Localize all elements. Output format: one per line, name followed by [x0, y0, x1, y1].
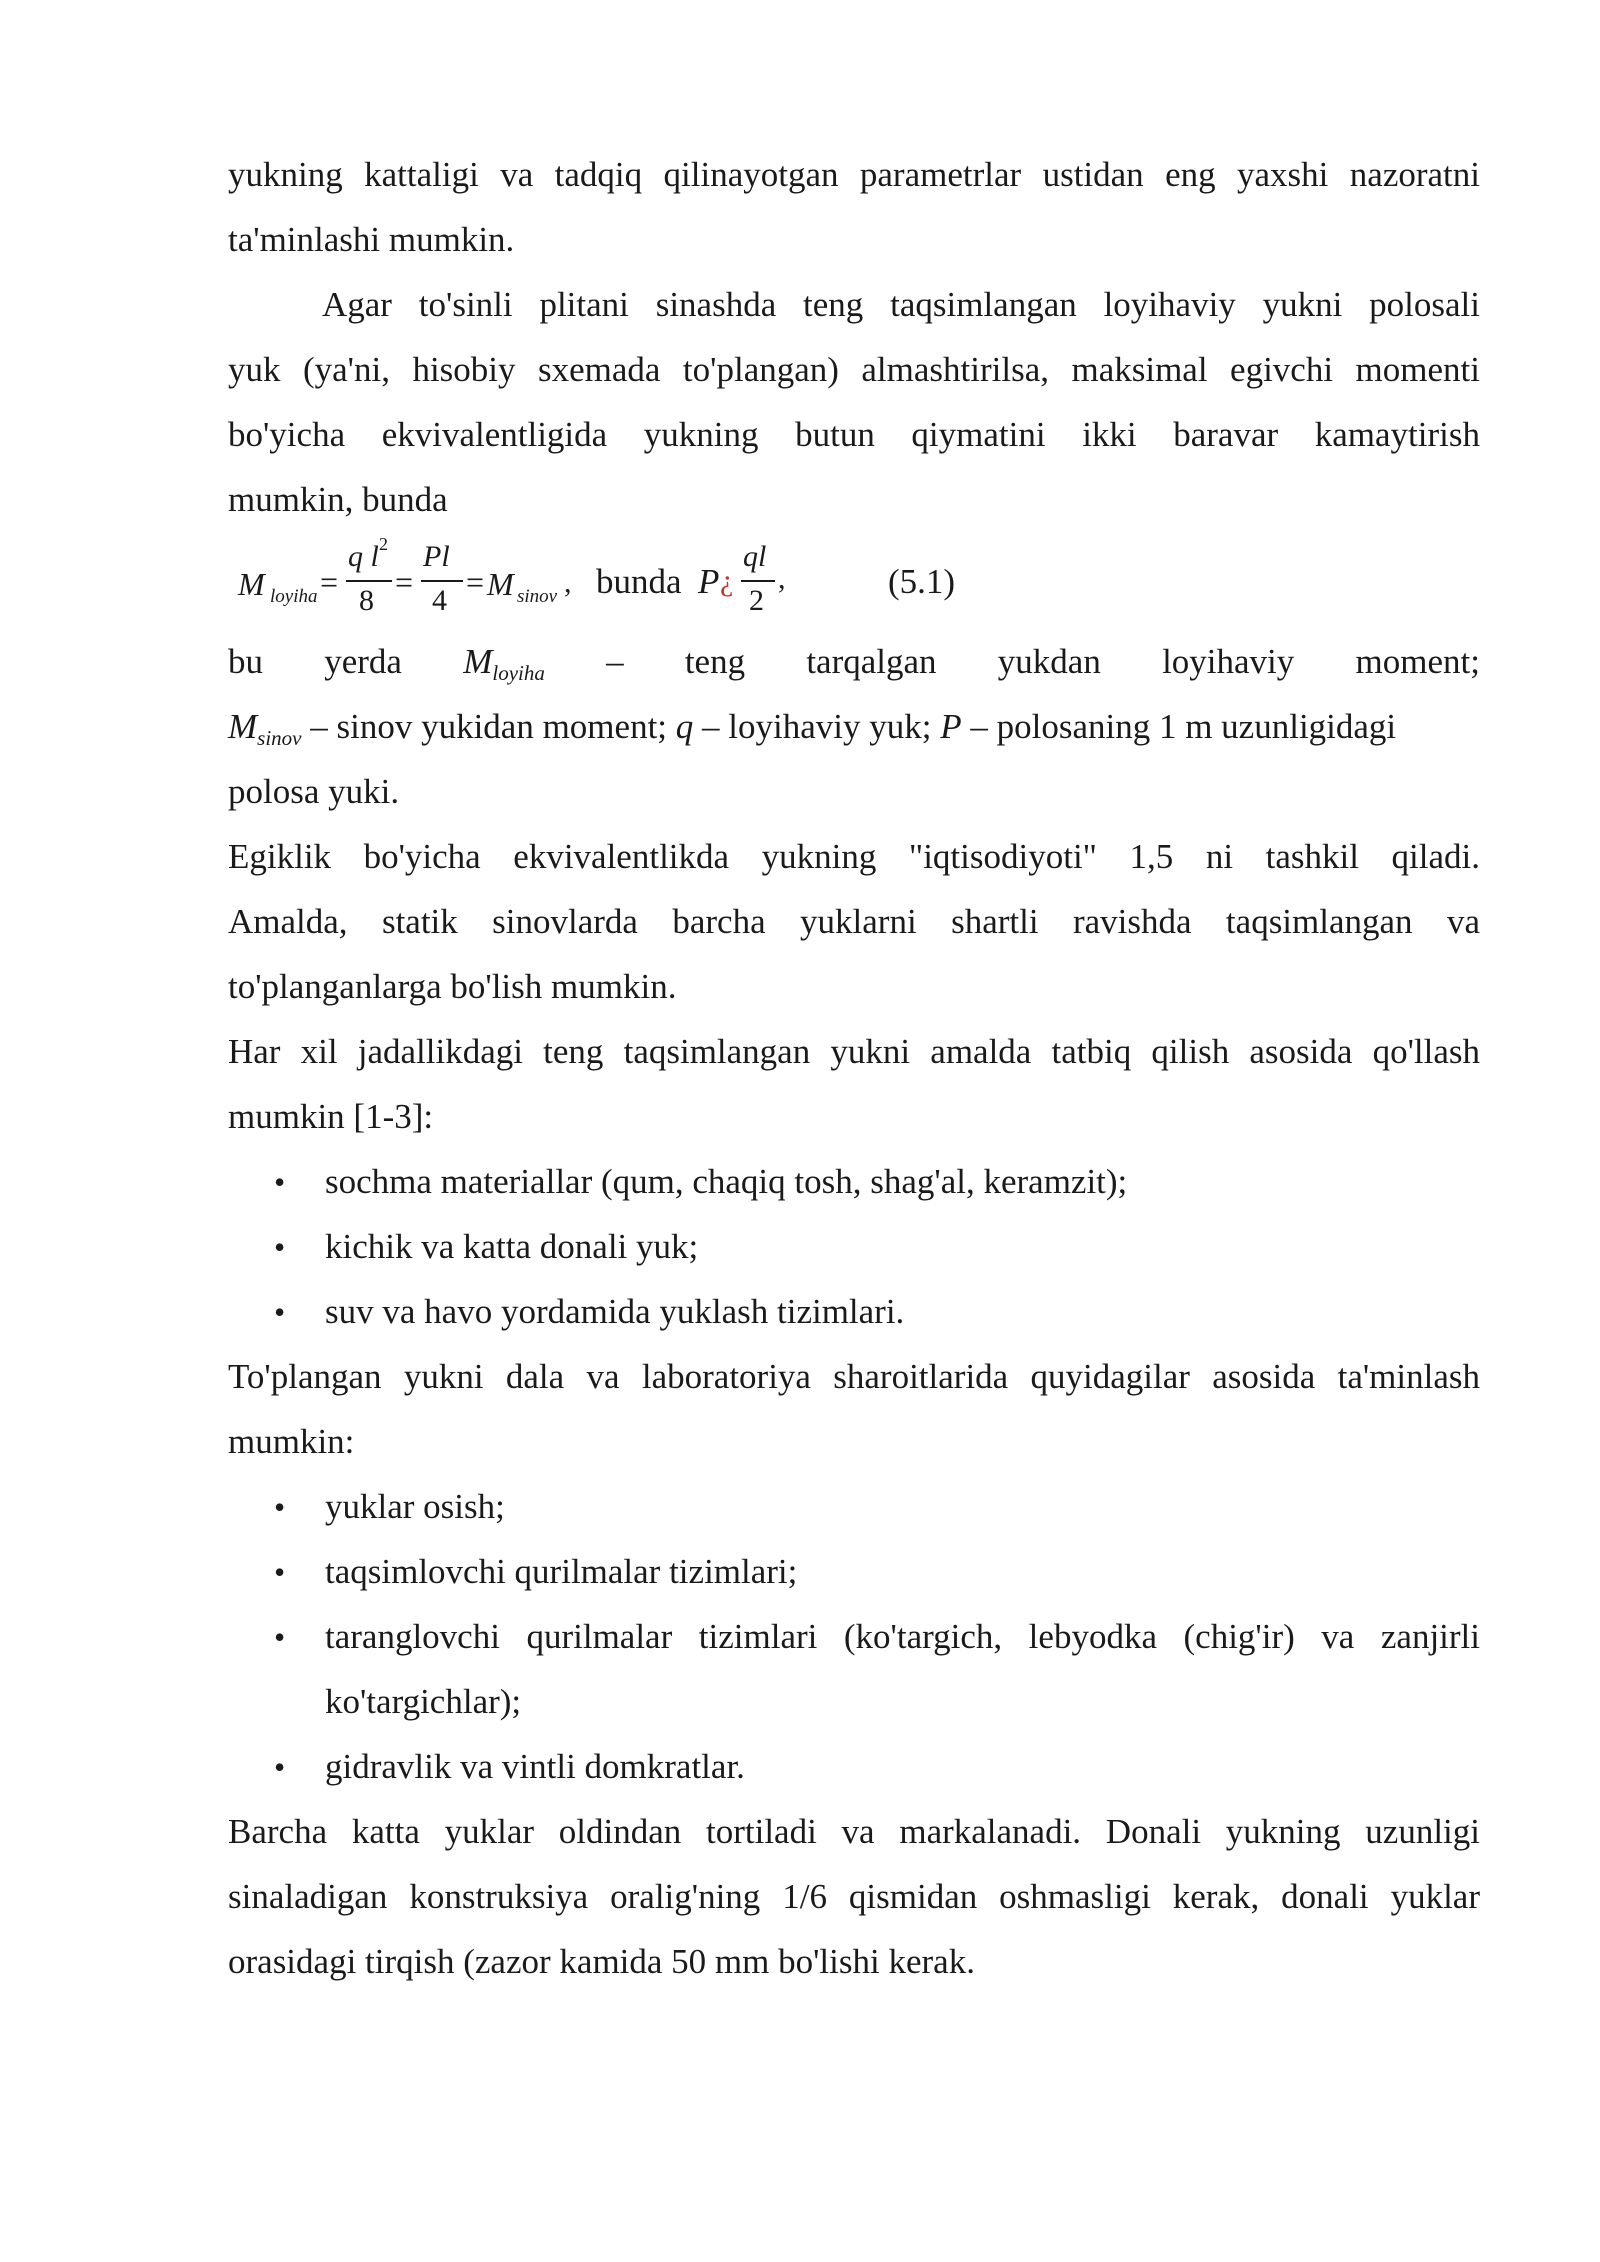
bullet-list-2-item-4: gidravlik va vintli domkratlar.: [325, 1747, 745, 1786]
def-M-loyiha: $M_{loyiha}$: [463, 642, 545, 685]
bullet-icon: •: [274, 1619, 286, 1655]
bullet-icon: •: [274, 1164, 286, 1200]
eq-fraction-bar-1: [346, 580, 392, 582]
def-teng: teng: [684, 642, 746, 681]
paragraph-3-line-2: Amalda, statik sinovlarda barcha yuklarni shartli ravishda taqsimlangan va: [228, 902, 1480, 941]
eq-fraction-bar-2: [421, 580, 463, 582]
eq-squared: 2: [379, 534, 388, 554]
bullet-icon: •: [274, 1489, 286, 1525]
eq-number: (5.1): [888, 562, 956, 601]
bullet-list-1-item-1: sochma materiallar (qum, chaqiq tosh, shag'al, keramzit);: [325, 1162, 1128, 1201]
paragraph-4-line-2: mumkin [1-3]:: [228, 1097, 434, 1136]
eq-denominator-2: 2: [749, 584, 764, 617]
eq-M-loyiha: M: [238, 566, 265, 602]
bullet-list-1-item-3: suv va havo yordamida yuklash tizimlari.: [325, 1292, 905, 1331]
def-yukdan: yukdan: [997, 642, 1101, 681]
bullet-list-2-item-2: taqsimlovchi qurilmalar tizimlari;: [325, 1552, 798, 1591]
eq-equals-2: =: [395, 564, 414, 600]
def-yerda: yerda: [324, 642, 402, 681]
eq-sub-sinov: sinov: [517, 586, 558, 607]
paragraph-2-line-4: mumkin, bunda: [228, 480, 448, 519]
bullet-icon: •: [274, 1749, 286, 1785]
eq-sub-loyiha: loyiha: [270, 586, 318, 607]
eq-denominator-8: 8: [359, 584, 374, 617]
equation-5-1: [238, 534, 1238, 630]
eq-equals-3: =: [466, 564, 485, 600]
paragraph-1-line-1: yukning kattaligi va tadqiq qilinayotgan parametrlar ustidan eng yaxshi nazoratni: [228, 155, 1480, 194]
eq-equals-1: =: [320, 564, 339, 600]
paragraph-1-line-2: ta'minlashi mumkin.: [228, 220, 515, 259]
definitions-line-1: [228, 638, 1480, 686]
eq-M-sinov: M: [487, 566, 514, 602]
paragraph-3-line-3: to'planganlarga bo'lish mumkin.: [228, 967, 677, 1006]
def-bu: bu: [228, 642, 263, 681]
paragraph-6-line-2: sinaladigan konstruksiya oralig'ning 1/6 qismidan oshmasligi kerak, donali yuklar: [228, 1877, 1480, 1916]
eq-Pl-numerator: Pl: [423, 540, 450, 573]
paragraph-3-line-1: Egiklik bo'yicha ekvivalentlikda yukning "iqtisodiyoti" 1,5 ni tashkil qiladi.: [228, 837, 1480, 876]
eq-fraction-bar-3: [741, 580, 775, 582]
eq-denominator-4: 4: [432, 584, 447, 617]
eq-bunda: bunda: [596, 562, 682, 601]
paragraph-5-line-2: mumkin:: [228, 1422, 355, 1461]
bullet-list-2-item-3-line-2: ko'targichlar);: [325, 1682, 522, 1721]
bullet-icon: •: [274, 1554, 286, 1590]
bullet-list-2-item-1: yuklar osish;: [325, 1487, 505, 1526]
eq-ql-numerator-2: ql: [743, 540, 767, 573]
definitions-line-3: polosa yuki.: [228, 772, 400, 811]
eq-P: P: [698, 562, 720, 601]
definitions-line-2: $M_{sinov}$ – sinov yukidan moment; q – loyihaviy yuk; P – polosaning 1 m uzunligidagi: [228, 707, 1397, 750]
eq-ql-numerator: q l: [348, 540, 379, 573]
def-loyihaviy: loyihaviy: [1162, 642, 1295, 681]
bullet-icon: •: [274, 1229, 286, 1265]
paragraph-6-line-1: Barcha katta yuklar oldindan tortiladi va markalanadi. Donali yukning uzunligi: [228, 1812, 1480, 1851]
def-dash: –: [606, 642, 624, 681]
paragraph-6-line-3: orasidagi tirqish (zazor kamida 50 mm bo'lishi kerak.: [228, 1942, 975, 1981]
eq-inverted-question: ¿: [720, 564, 734, 597]
paragraph-2-line-2: yuk (ya'ni, hisobiy sxemada to'plangan) almashtirilsa, maksimal egivchi momenti: [228, 350, 1480, 389]
paragraph-2-line-1: Agar to'sinli plitani sinashda teng taqsimlangan loyihaviy yukni polosali: [322, 285, 1480, 324]
bullet-icon: •: [274, 1294, 286, 1330]
bullet-list-2-item-3-line-1: taranglovchi qurilmalar tizimlari (ko'targich, lebyodka (chig'ir) va zanjirli: [325, 1617, 1480, 1656]
eq-comma-2: ,: [778, 562, 786, 595]
def-moment: moment;: [1355, 642, 1480, 681]
eq-comma-1: ,: [564, 566, 572, 599]
def-tarqalgan: tarqalgan: [806, 642, 937, 681]
paragraph-2-line-3: bo'yicha ekvivalentligida yukning butun qiymatini ikki baravar kamaytirish: [228, 415, 1480, 454]
bullet-list-1-item-2: kichik va katta donali yuk;: [325, 1227, 699, 1266]
paragraph-4-line-1: Har xil jadallikdagi teng taqsimlangan yukni amalda tatbiq qilish asosida qo'llash: [228, 1032, 1480, 1071]
paragraph-5-line-1: To'plangan yukni dala va laboratoriya sharoitlarida quyidagilar asosida ta'minlash: [228, 1357, 1480, 1396]
